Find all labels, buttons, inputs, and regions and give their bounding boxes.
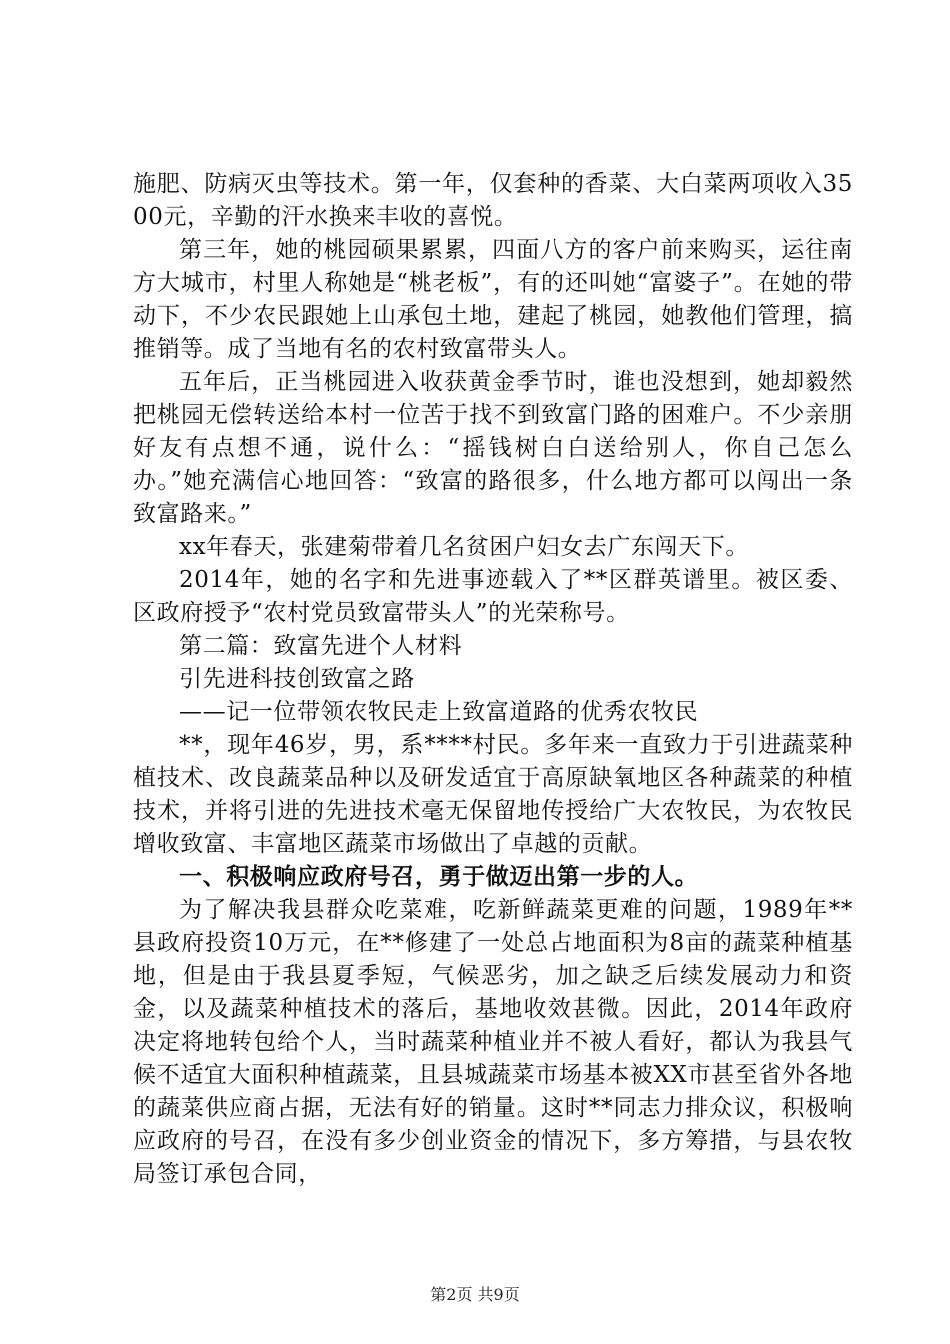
subheading-1: 一、积极响应政府号召，勇于做迈出第一步的人。 <box>179 864 699 890</box>
paragraph-body: 为了解决我县群众吃菜难，吃新鲜蔬菜更难的问题，1989年**县政府投资10万元，在**修建了一处总占地面积为8亩的蔬菜种植基地，但是由于我县夏季短，气候恶劣，加之缺乏后续发展动力和资金，以及蔬菜种植技术的落后，基地收效甚微。因此，2014年政府决定将地转包给个人，当时蔬菜种植业并不被人看好，都认为我县气候不适宜大面积种植蔬菜，且县城蔬菜市场基本被XX市甚至省外各地的蔬菜供应商占据，无法有好的销量。这时**同志力排众议，积极响应政府的号召，在没有多少创业资金的情况下，多方筹措，与县农牧局签订承包合同， <box>133 897 853 1187</box>
paragraph-4: xx年春天，张建菊带着几名贫困户妇女去广东闯天下。 <box>179 534 749 560</box>
page-footer: 第2页 共9页 <box>430 1285 520 1304</box>
paragraph-2: 第三年，她的桃园硕果累累，四面八方的客户前来购买，运往南方大城市，村里人称她是“桃老板”，有的还叫她“富婆子”。在她的带动下，不少农民跟她上山承包土地，建起了桃园，她教他们管理，搞推销等。成了当地有名的农村致富带头人。 <box>133 237 853 362</box>
article-subtitle: ——记一位带领农牧民走上致富道路的优秀农牧民 <box>179 699 699 725</box>
article-title: 引先进科技创致富之路 <box>179 666 415 692</box>
paragraph-1: 施肥、防病灭虫等技术。第一年，仅套种的香菜、大白菜两项收入3500元，辛勤的汗水换来丰收的喜悦。 <box>133 171 853 230</box>
section-heading: 第二篇：致富先进个人材料 <box>179 633 463 659</box>
paragraph-intro: **，现年46岁，男，系****村民。多年来一直致力于引进蔬菜种植技术、改良蔬菜品种以及研发适宜于高原缺氧地区各种蔬菜的种植技术，并将引进的先进技术毫无保留地传授给广大农牧民，为农牧民增收致富、丰富地区蔬菜市场做出了卓越的贡献。 <box>133 732 853 857</box>
paragraph-5: 2014年，她的名字和先进事迹载入了**区群英谱里。被区委、区政府授予“农村党员致富带头人”的光荣称号。 <box>133 567 853 626</box>
document-body <box>133 168 853 1191</box>
paragraph-3: 五年后，正当桃园进入收获黄金季节时，谁也没想到，她却毅然把桃园无偿转送给本村一位苦于找不到致富门路的困难户。不少亲朋好友有点想不通，说什么：“摇钱树白白送给别人，你自己怎么办。”她充满信心地回答：“致富的路很多，什么地方都可以闯出一条致富路来。” <box>133 369 853 527</box>
